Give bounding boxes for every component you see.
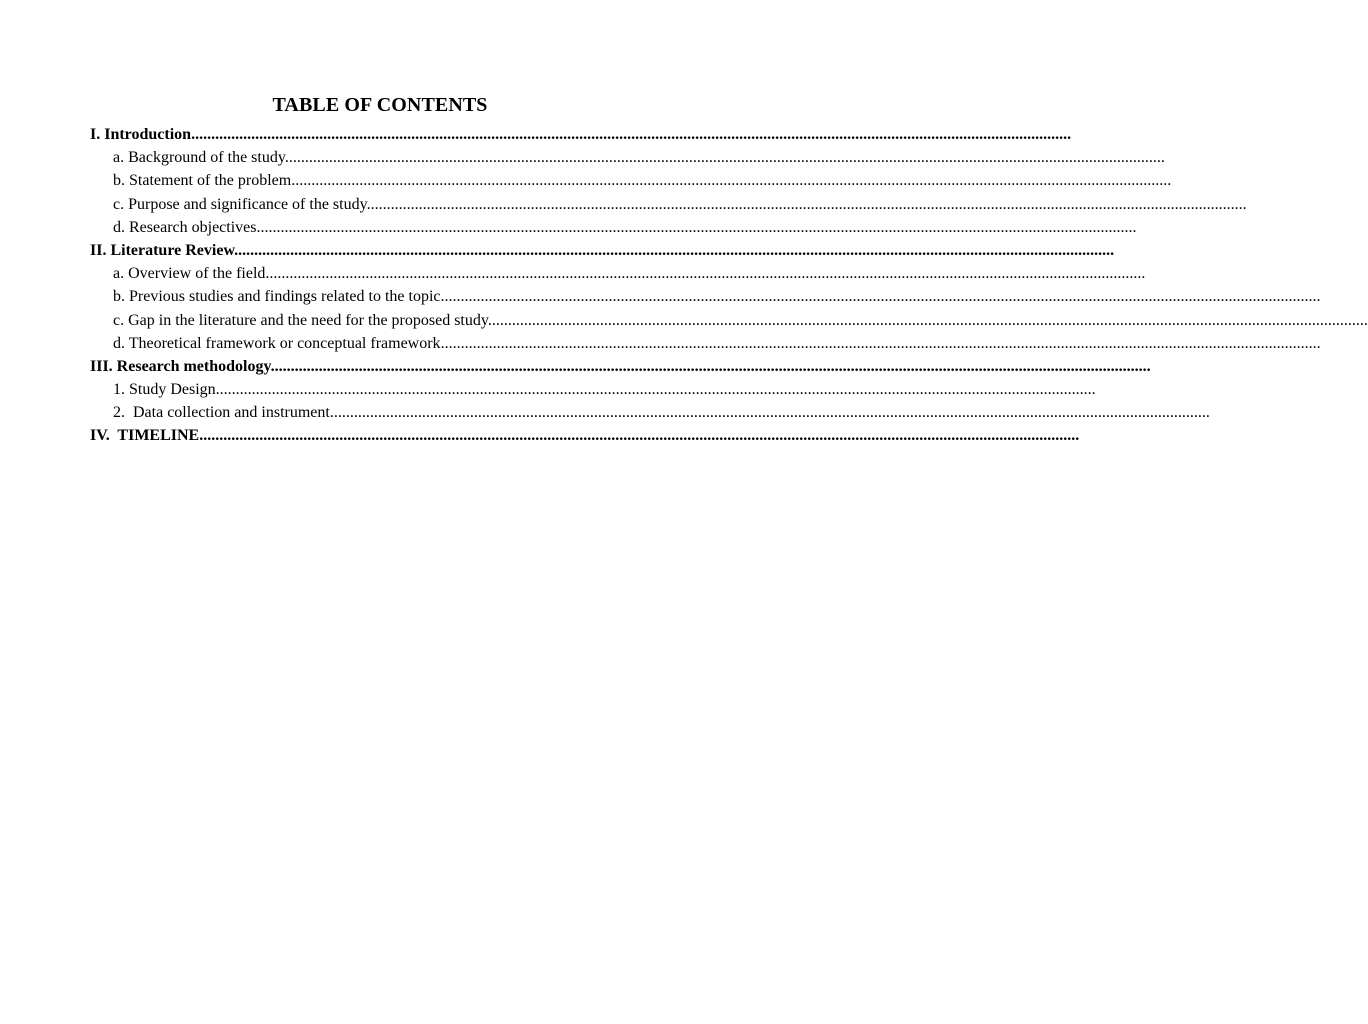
toc-title: TABLE OF CONTENTS (272, 94, 488, 116)
toc-entry-text: c. Gap in the literature and the need for the proposed study (113, 311, 488, 329)
toc-entry (0, 332, 1321, 355)
dot-leader: ............................................................................................................................................................................................................................ (284, 149, 1165, 167)
toc-entry-text: b. Statement of the problem (113, 172, 292, 190)
toc-entry-text: III. Research methodology (90, 357, 271, 375)
toc-entry-label (113, 378, 1096, 401)
toc-entry-label (90, 239, 1114, 262)
dot-leader: ............................................................................................................................................................................................................................ (270, 357, 1151, 375)
dot-leader: ............................................................................................................................................................................................................................ (256, 218, 1137, 236)
toc-entry-text: 2. Data collection and instrument (113, 404, 330, 422)
dot-leader: ............................................................................................................................................................................................................................ (191, 126, 1072, 143)
dot-leader: ............................................................................................................................................................................................................................ (265, 265, 1146, 283)
toc-entry-label (90, 424, 1079, 447)
dot-leader: ............................................................................................................................................................................................................................ (215, 381, 1096, 399)
dot-leader: ............................................................................................................................................................................................................................ (440, 334, 1321, 352)
toc-list (0, 123, 1368, 448)
toc-entry (0, 146, 1165, 169)
toc-entry (0, 424, 1080, 447)
toc-entry (0, 216, 1137, 239)
toc-entry (0, 285, 1321, 308)
toc-entry-label (113, 262, 1145, 285)
toc-entry-text: d. Theoretical framework or conceptual framework (113, 334, 441, 352)
toc-entry (0, 355, 1151, 378)
toc-entry (0, 239, 1115, 262)
toc-entry-label (113, 216, 1137, 239)
toc-entry (0, 378, 1096, 401)
toc-entry-text: b. Previous studies and findings related to the topic (113, 288, 441, 306)
toc-entry-text: c. Purpose and significance of the study (113, 195, 367, 213)
toc-entry (0, 193, 1247, 216)
toc-entry-text: II. Literature Review (90, 241, 235, 259)
toc-entry (0, 262, 1146, 285)
dot-leader: ............................................................................................................................................................................................................................ (440, 288, 1321, 306)
toc-entry-label (113, 146, 1165, 169)
toc-entry-label (113, 309, 1368, 332)
toc-entry-text: a. Background of the study (113, 149, 285, 167)
toc-entry (0, 401, 1210, 424)
toc-entry-label (113, 193, 1247, 216)
toc-entry (0, 309, 1368, 332)
toc-entry-text: I. Introduction (90, 126, 192, 143)
toc-entry-label (90, 123, 1071, 146)
dot-leader: ............................................................................................................................................................................................................................ (366, 195, 1247, 213)
toc-entry-label (90, 355, 1151, 378)
dot-leader: ............................................................................................................................................................................................................................ (234, 241, 1115, 259)
dot-leader: ............................................................................................................................................................................................................................ (487, 311, 1368, 329)
dot-leader: ............................................................................................................................................................................................................................ (329, 404, 1210, 422)
toc-entry-label (113, 169, 1171, 192)
toc-entry (0, 169, 1172, 192)
toc-entry-text: IV. TIMELINE (90, 427, 200, 445)
dot-leader: ............................................................................................................................................................................................................................ (199, 427, 1080, 445)
toc-entry (0, 123, 1072, 146)
toc-entry-text: 1. Study Design (113, 381, 216, 399)
dot-leader: ............................................................................................................................................................................................................................ (291, 172, 1172, 190)
toc-entry-text: d. Research objectives (113, 218, 257, 236)
toc-entry-label (113, 285, 1321, 308)
toc-entry-label (113, 332, 1321, 355)
toc-entry-label (113, 401, 1210, 424)
toc-entry-text: a. Overview of the field (113, 265, 266, 283)
